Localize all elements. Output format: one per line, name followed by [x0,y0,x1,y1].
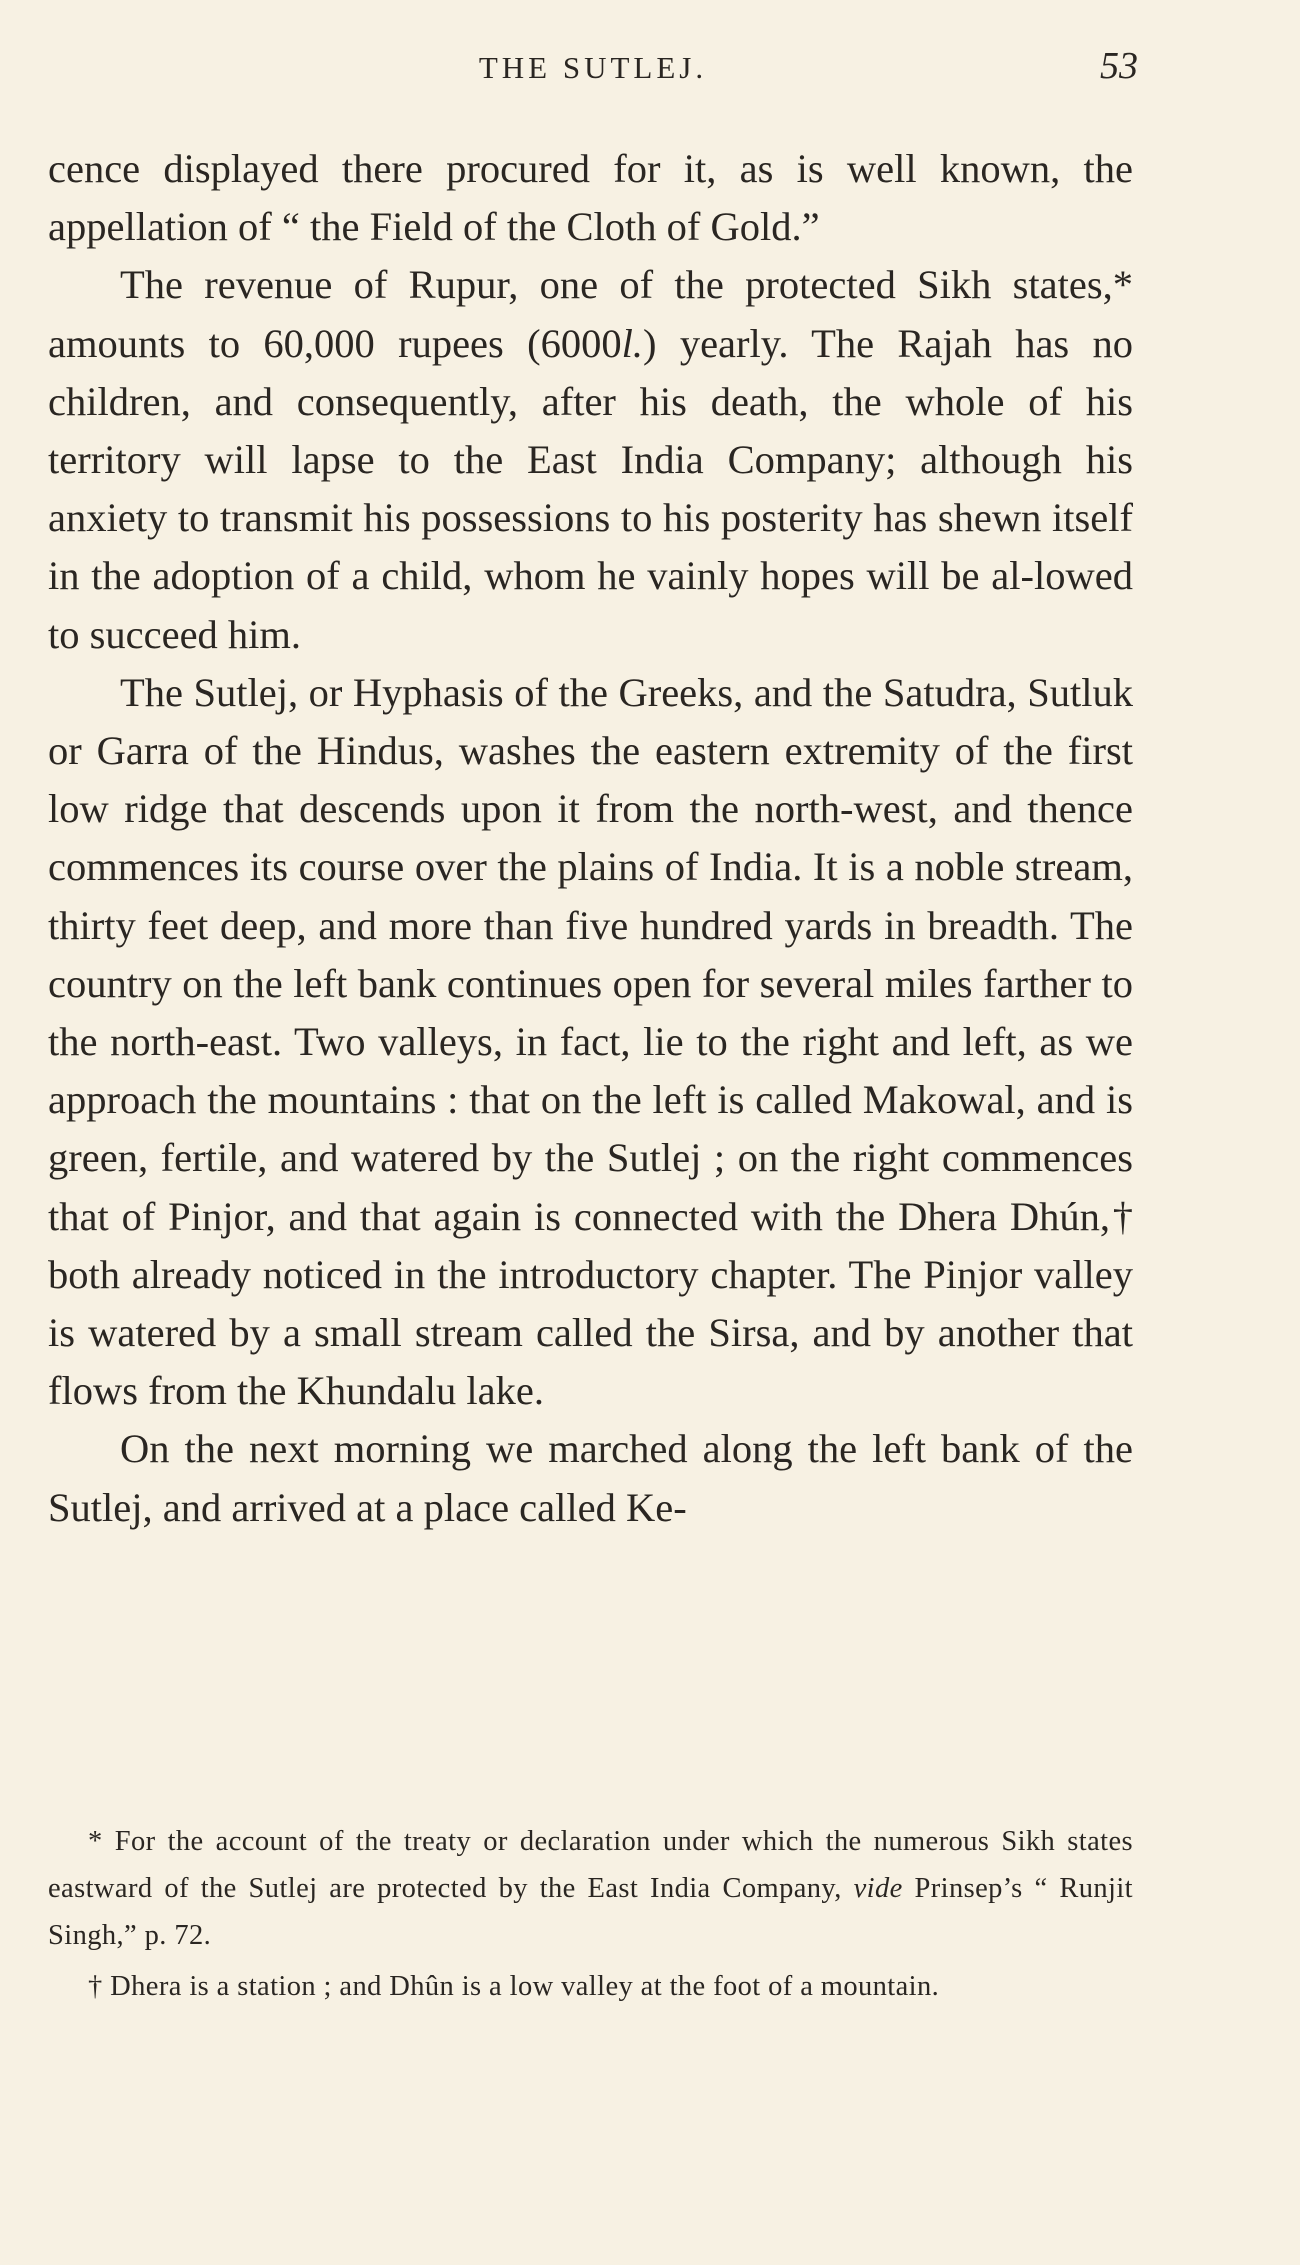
paragraph-sutlej-description: The Sutlej, or Hyphasis of the Greeks, and the Satudra, Sutluk or Garra of the Hindus, washes the eastern extremity of the first low ridge that descends upon it from the north-west, and thence commences its course over the plains of India. It is a noble stream, thirty feet deep, and more than five hundred yards in breadth. The country on the left bank continues open for several miles farther to the north-east. Two valleys, in fact, lie to the right and left, as we approach the mountains : that on the left is called Makowal, and is green, fertile, and watered by the Sutlej ; on the right commences that of Pinjor, and that again is connected with the Dhera Dhún,† both already noticed in the introductory chapter. The Pinjor valley is watered by a small stream called the Sirsa, and by another that flows from the Khundalu lake. [48,669,1133,1414]
footnote-text: Prinsep’s “ Runjit Singh,” p. 72. [48,1873,1133,1951]
page-number: 53 [1100,45,1138,87]
paragraph-text: The revenue of Rupur, one of the protected Sikh states,* amounts to 60,000 rupees (6000 [48,262,1133,366]
paragraph-text: ) yearly. The Rajah has no children, and consequently, after his death, the whole of his territory will lapse to the East India Company; although his anxiety to transmit his possessions to his posterity has shewn itself in the adoption of a child, whom he vainly hopes will be al-lowed to succeed him. [48,320,1134,657]
running-head: THE SUTLEJ. [478,50,708,85]
paragraph-continuation: cence displayed there procured for it, as is well known, the appellation of “ the Field of the Cloth of Gold.” [48,146,1133,250]
footnote-vide: vide [853,1873,903,1904]
footnote-dagger: † Dhera is a station ; and Dhûn is a low valley at the foot of a mountain. [88,1971,940,2002]
page-header [48,44,1138,94]
paragraph-rupur-revenue [48,256,1133,663]
body-text [48,140,1133,1537]
paragraph-next-morning: On the next morning we marched along the left bank of the Sutlej, and arrived at a place called Ke- [48,1426,1133,1530]
footnote-asterisk [48,1818,1133,1959]
pound-abbreviation: l. [621,320,644,366]
footnotes [48,1818,1133,2010]
footnote-text: * For the account of the treaty or declaration under which the numerous Sikh states eastward of the Sutlej are protected by the East India Company, [48,1826,1133,1904]
